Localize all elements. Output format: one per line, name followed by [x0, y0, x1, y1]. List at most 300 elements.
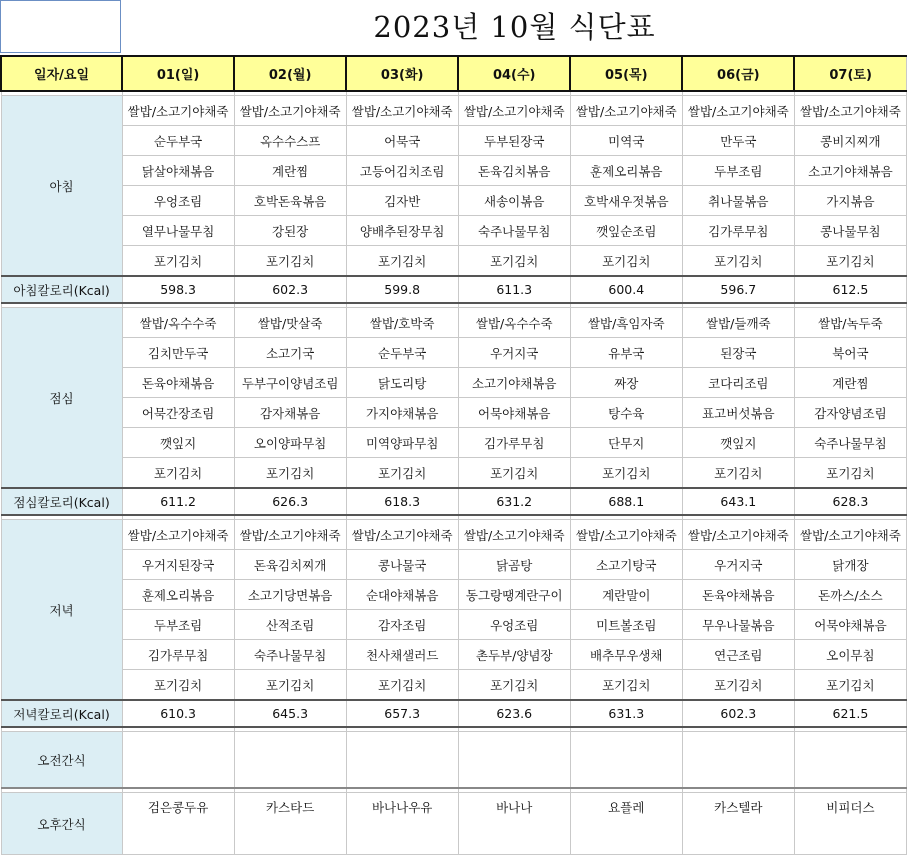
- lunch-menu-cell[interactable]: [570, 338, 682, 368]
- dinner-menu-row: [1, 610, 907, 640]
- dinner-menu-cell[interactable]: [346, 580, 458, 610]
- menu-item-text: 쌀밥/소고기야채죽: [127, 103, 229, 119]
- lunch-menu-cell[interactable]: [570, 398, 682, 428]
- breakfast-menu-cell[interactable]: [234, 156, 346, 186]
- lunch-menu-cell[interactable]: [458, 368, 570, 398]
- dinner-menu-cell[interactable]: [234, 520, 346, 550]
- dinner-menu-cell[interactable]: [122, 550, 234, 580]
- lunch-menu-cell[interactable]: [122, 338, 234, 368]
- breakfast-menu-cell[interactable]: [122, 216, 234, 246]
- menu-item-text: 쌀밥/소고기야채죽: [575, 527, 677, 543]
- breakfast-menu-cell[interactable]: [458, 186, 570, 216]
- dinner-menu-cell[interactable]: [458, 550, 570, 580]
- breakfast-calorie-row: [1, 276, 907, 303]
- menu-item-text: 탕수육: [608, 405, 645, 421]
- lunch-menu-cell[interactable]: [346, 428, 458, 458]
- breakfast-menu-cell[interactable]: [122, 156, 234, 186]
- lunch-menu-cell[interactable]: [458, 428, 570, 458]
- breakfast-menu-cell[interactable]: [682, 96, 794, 126]
- day-header[interactable]: 03(화): [346, 56, 458, 91]
- menu-item-text: 짜장: [614, 375, 639, 391]
- lunch-menu-row: [1, 308, 907, 338]
- date-day-header: 일자/요일: [1, 56, 122, 91]
- menu-item-text: 돈육야채볶음: [141, 375, 215, 391]
- breakfast-menu-cell[interactable]: [794, 246, 906, 277]
- menu-item-text: 쌀밥/소고기야채죽: [687, 527, 789, 543]
- menu-item-text: 숙주나물무침: [814, 435, 887, 451]
- lunch-menu-cell[interactable]: [234, 338, 346, 368]
- breakfast-menu-cell[interactable]: [570, 246, 682, 277]
- menu-item-text: 쌀밥/소고기야채죽: [351, 103, 453, 119]
- lunch-menu-cell[interactable]: [682, 308, 794, 338]
- menu-item-text: 쌀밥/들깨죽: [706, 315, 771, 331]
- breakfast-menu-cell[interactable]: [570, 186, 682, 216]
- dinner-menu-cell[interactable]: [234, 610, 346, 640]
- breakfast-menu-cell[interactable]: [234, 96, 346, 126]
- dinner-calorie-label[interactable]: 저녁칼로리(Kcal): [1, 700, 122, 727]
- menu-item-text: 훈제오리볶음: [141, 587, 215, 603]
- menu-item-text: 깻잎순조림: [596, 223, 657, 239]
- menu-item-text: 표고버섯볶음: [702, 405, 775, 421]
- menu-item-text: 순두부국: [153, 133, 203, 149]
- menu-item-text: 쌀밥/소고기야채죽: [687, 103, 789, 119]
- menu-item-text: 포기김치: [265, 253, 315, 269]
- menu-item-text: 쌀밥/호박죽: [369, 315, 435, 331]
- breakfast-menu-cell[interactable]: [794, 96, 906, 126]
- lunch-calorie-value[interactable]: 618.3: [346, 488, 458, 515]
- menu-item-text: 김가루무침: [484, 435, 545, 451]
- am-snack-cell[interactable]: [122, 732, 234, 789]
- breakfast-menu-cell[interactable]: [794, 186, 906, 216]
- menu-item-text: 쌀밥/소고기야채죽: [239, 103, 341, 119]
- menu-item-text: 포기김치: [265, 677, 315, 693]
- am-snack-cell[interactable]: [234, 732, 346, 789]
- menu-item-text: 포기김치: [378, 253, 427, 269]
- menu-item-text: 강된장: [272, 223, 309, 239]
- pm-snack-cell[interactable]: 바나나: [458, 793, 570, 855]
- breakfast-menu-cell[interactable]: [682, 126, 794, 156]
- menu-item-text: 김자반: [384, 193, 421, 209]
- lunch-calorie-value[interactable]: 628.3: [794, 488, 906, 515]
- menu-item-text: 계란찜: [272, 163, 309, 179]
- breakfast-menu-cell[interactable]: [122, 186, 234, 216]
- breakfast-menu-cell[interactable]: [794, 156, 906, 186]
- breakfast-menu-cell[interactable]: [346, 186, 458, 216]
- dinner-menu-row: [1, 520, 907, 550]
- dinner-menu-cell[interactable]: [570, 580, 682, 610]
- dinner-menu-cell[interactable]: [458, 610, 570, 640]
- lunch-menu-cell[interactable]: [234, 368, 346, 398]
- lunch-menu-cell[interactable]: [570, 368, 682, 398]
- menu-item-text: 호박돈육볶음: [253, 193, 327, 209]
- breakfast-menu-cell[interactable]: [458, 126, 570, 156]
- menu-item-text: 포기김치: [602, 253, 651, 269]
- lunch-menu-cell[interactable]: [234, 458, 346, 489]
- breakfast-menu-row: [1, 126, 907, 156]
- breakfast-calorie-label[interactable]: 아침칼로리(Kcal): [1, 276, 122, 303]
- dinner-menu-cell[interactable]: [458, 670, 570, 701]
- day-header[interactable]: 04(수): [458, 56, 570, 91]
- lunch-menu-cell[interactable]: [794, 308, 906, 338]
- menu-item-text: 우거지국: [714, 557, 763, 573]
- breakfast-menu-cell[interactable]: [570, 126, 682, 156]
- menu-item-text: 쌀밥/옥수수죽: [139, 315, 217, 331]
- menu-item-text: 포기김치: [490, 253, 539, 269]
- dinner-menu-cell[interactable]: [682, 670, 794, 701]
- lunch-menu-cell[interactable]: [122, 308, 234, 338]
- breakfast-menu-cell[interactable]: [570, 156, 682, 186]
- menu-item-text: 포기김치: [602, 465, 651, 481]
- breakfast-calorie-value[interactable]: 600.4: [570, 276, 682, 303]
- lunch-menu-cell[interactable]: [346, 458, 458, 489]
- dinner-menu-cell[interactable]: [570, 670, 682, 701]
- menu-item-text: 돈까스/소스: [818, 587, 883, 603]
- menu-item-text: 무우나물볶음: [702, 617, 775, 633]
- menu-item-text: 쌀밥/녹두죽: [818, 315, 883, 331]
- breakfast-menu-cell[interactable]: [682, 186, 794, 216]
- lunch-menu-cell[interactable]: [458, 308, 570, 338]
- breakfast-menu-cell[interactable]: [346, 246, 458, 277]
- lunch-menu-cell[interactable]: [122, 368, 234, 398]
- dinner-menu-cell[interactable]: [794, 550, 906, 580]
- lunch-menu-cell[interactable]: [794, 458, 906, 489]
- lunch-menu-cell[interactable]: [234, 428, 346, 458]
- menu-item-text: 두부조림: [714, 163, 763, 179]
- menu-item-text: 쌀밥/소고기야채죽: [239, 527, 341, 543]
- menu-item-text: 유부국: [608, 345, 645, 361]
- breakfast-menu-cell[interactable]: [458, 246, 570, 277]
- pm-snack-cell[interactable]: 카스타드: [234, 793, 346, 855]
- lunch-calorie-value[interactable]: 631.2: [458, 488, 570, 515]
- menu-item-text: 쌀밥/흑임자죽: [587, 315, 665, 331]
- menu-item-text: 만두국: [720, 133, 757, 149]
- day-header[interactable]: 06(금): [682, 56, 794, 91]
- dinner-menu-cell[interactable]: [234, 550, 346, 580]
- am-snack-cell[interactable]: [682, 732, 794, 789]
- lunch-menu-cell[interactable]: [234, 398, 346, 428]
- lunch-calorie-row: [1, 488, 907, 515]
- breakfast-menu-cell[interactable]: [122, 96, 234, 126]
- breakfast-menu-cell[interactable]: [458, 156, 570, 186]
- menu-item-text: 어묵간장조림: [141, 405, 215, 421]
- dinner-label[interactable]: 저녁: [1, 520, 122, 701]
- dinner-menu-cell[interactable]: [682, 550, 794, 580]
- lunch-menu-cell[interactable]: [346, 368, 458, 398]
- breakfast-menu-cell[interactable]: [458, 216, 570, 246]
- pm-snack-row: [1, 793, 907, 855]
- menu-item-text: 포기김치: [826, 677, 875, 693]
- breakfast-menu-cell[interactable]: [122, 126, 234, 156]
- menu-item-text: 포기김치: [378, 677, 427, 693]
- lunch-menu-cell[interactable]: [234, 308, 346, 338]
- menu-item-text: 포기김치: [153, 677, 203, 693]
- menu-item-text: 포기김치: [265, 465, 315, 481]
- breakfast-menu-cell[interactable]: [234, 216, 346, 246]
- menu-item-text: 포기김치: [153, 253, 203, 269]
- menu-item-text: 두부조림: [153, 617, 203, 633]
- lunch-menu-cell[interactable]: [570, 308, 682, 338]
- am-snack-cell[interactable]: [794, 732, 906, 789]
- dinner-menu-cell[interactable]: [234, 580, 346, 610]
- breakfast-menu-cell[interactable]: [458, 96, 570, 126]
- dinner-calorie-value[interactable]: 602.3: [682, 700, 794, 727]
- dinner-menu-cell[interactable]: [570, 520, 682, 550]
- menu-table: [0, 55, 907, 855]
- lunch-calorie-value[interactable]: 688.1: [570, 488, 682, 515]
- day-header[interactable]: 07(토): [794, 56, 906, 91]
- dinner-calorie-value[interactable]: 623.6: [458, 700, 570, 727]
- lunch-calorie-label[interactable]: 점심칼로리(Kcal): [1, 488, 122, 515]
- menu-item-text: 두부구이양념조림: [241, 375, 339, 391]
- menu-item-text: 포기김치: [714, 253, 763, 269]
- dinner-menu-cell[interactable]: [122, 670, 234, 701]
- day-header[interactable]: 02(월): [234, 56, 346, 91]
- menu-item-text: 동그랑땡계란구이: [465, 587, 563, 603]
- lunch-menu-row: [1, 338, 907, 368]
- pm-snack-cell[interactable]: 검은콩두유: [122, 793, 234, 855]
- menu-item-text: 김치만두국: [147, 345, 209, 361]
- dinner-menu-cell[interactable]: [794, 580, 906, 610]
- dinner-menu-cell[interactable]: [346, 520, 458, 550]
- lunch-menu-cell[interactable]: [794, 428, 906, 458]
- menu-item-text: 가지볶음: [826, 193, 875, 209]
- breakfast-calorie-value[interactable]: 599.8: [346, 276, 458, 303]
- breakfast-menu-cell[interactable]: [346, 216, 458, 246]
- lunch-menu-cell[interactable]: [458, 338, 570, 368]
- menu-item-text: 쌀밥/소고기야채죽: [800, 527, 901, 543]
- dinner-menu-cell[interactable]: [122, 580, 234, 610]
- lunch-calorie-value[interactable]: 643.1: [682, 488, 794, 515]
- menu-item-text: 콩비지찌개: [820, 133, 881, 149]
- dinner-menu-cell[interactable]: [234, 670, 346, 701]
- menu-item-text: 포기김치: [826, 253, 875, 269]
- menu-item-text: 어묵야채볶음: [478, 405, 551, 421]
- dinner-menu-cell[interactable]: [794, 520, 906, 550]
- dinner-menu-cell[interactable]: [122, 520, 234, 550]
- menu-item-text: 오이양파무침: [253, 435, 327, 451]
- lunch-menu-cell[interactable]: [122, 398, 234, 428]
- dinner-menu-cell[interactable]: [682, 610, 794, 640]
- dinner-calorie-value[interactable]: 657.3: [346, 700, 458, 727]
- lunch-menu-cell[interactable]: [122, 428, 234, 458]
- lunch-menu-cell[interactable]: [682, 428, 794, 458]
- lunch-menu-cell[interactable]: [794, 338, 906, 368]
- dinner-menu-cell[interactable]: [346, 610, 458, 640]
- breakfast-menu-row: [1, 246, 907, 277]
- header-row: [1, 56, 907, 91]
- menu-item-text: 계란말이: [602, 587, 651, 603]
- dinner-menu-cell[interactable]: [458, 580, 570, 610]
- lunch-menu-row: [1, 458, 907, 489]
- breakfast-menu-cell[interactable]: [794, 126, 906, 156]
- day-header[interactable]: 01(일): [122, 56, 234, 91]
- lunch-menu-cell[interactable]: [570, 458, 682, 489]
- menu-item-text: 오이무침: [826, 647, 875, 663]
- dinner-menu-cell[interactable]: [122, 640, 234, 670]
- am-snack-cell[interactable]: [346, 732, 458, 789]
- dinner-menu-cell[interactable]: [794, 640, 906, 670]
- lunch-calorie-value[interactable]: 626.3: [234, 488, 346, 515]
- breakfast-menu-cell[interactable]: [234, 126, 346, 156]
- menu-item-text: 김가루무침: [708, 223, 769, 239]
- menu-item-text: 쌀밥/소고기야채죽: [351, 527, 453, 543]
- dinner-menu-cell[interactable]: [570, 640, 682, 670]
- lunch-calorie-value[interactable]: 611.2: [122, 488, 234, 515]
- dinner-menu-cell[interactable]: [570, 610, 682, 640]
- dinner-menu-cell[interactable]: [346, 670, 458, 701]
- menu-item-text: 돈육김치볶음: [478, 163, 551, 179]
- menu-item-text: 계란찜: [832, 375, 869, 391]
- menu-item-text: 열무나물무침: [141, 223, 215, 239]
- breakfast-calorie-value[interactable]: 612.5: [794, 276, 906, 303]
- menu-item-text: 소고기야채볶음: [471, 375, 557, 391]
- dinner-menu-row: [1, 550, 907, 580]
- menu-table-body: [1, 56, 907, 855]
- dinner-menu-cell[interactable]: [794, 610, 906, 640]
- pm-snack-cell[interactable]: 요플레: [570, 793, 682, 855]
- menu-item-text: 쌀밥/소고기야채죽: [127, 527, 229, 543]
- dinner-menu-cell[interactable]: [794, 670, 906, 701]
- menu-item-text: 깻잎지: [159, 435, 197, 451]
- menu-item-text: 쌀밥/소고기야채죽: [575, 103, 677, 119]
- pm-snack-cell[interactable]: 바나나우유: [346, 793, 458, 855]
- dinner-menu-cell[interactable]: [234, 640, 346, 670]
- breakfast-menu-cell[interactable]: [682, 156, 794, 186]
- menu-item-text: 두부된장국: [484, 133, 545, 149]
- am-snack-label[interactable]: 오전간식: [1, 732, 122, 789]
- lunch-menu-cell[interactable]: [346, 308, 458, 338]
- menu-item-text: 쌀밥/소고기야채죽: [463, 103, 565, 119]
- breakfast-calorie-value[interactable]: 596.7: [682, 276, 794, 303]
- dinner-menu-cell[interactable]: [458, 640, 570, 670]
- lunch-menu-cell[interactable]: [794, 368, 906, 398]
- menu-item-text: 닭곰탕: [496, 557, 533, 573]
- menu-item-text: 포기김치: [826, 465, 875, 481]
- pm-snack-cell[interactable]: 카스텔라: [682, 793, 794, 855]
- menu-item-text: 감자양념조림: [814, 405, 887, 421]
- breakfast-calorie-value[interactable]: 598.3: [122, 276, 234, 303]
- breakfast-calorie-value[interactable]: 602.3: [234, 276, 346, 303]
- menu-item-text: 배추무우생채: [590, 647, 663, 663]
- dinner-calorie-value[interactable]: 645.3: [234, 700, 346, 727]
- breakfast-menu-cell[interactable]: [346, 156, 458, 186]
- breakfast-menu-cell[interactable]: [122, 246, 234, 277]
- lunch-menu-cell[interactable]: [122, 458, 234, 489]
- menu-item-text: 쌀밥/옥수수죽: [475, 315, 553, 331]
- menu-item-text: 쌀밥/소고기야채죽: [800, 103, 901, 119]
- dinner-menu-cell[interactable]: [682, 580, 794, 610]
- breakfast-menu-row: [1, 96, 907, 126]
- lunch-menu-cell[interactable]: [570, 428, 682, 458]
- menu-item-text: 새송이볶음: [484, 193, 545, 209]
- breakfast-menu-cell[interactable]: [570, 96, 682, 126]
- menu-item-text: 콩나물국: [378, 557, 427, 573]
- lunch-label[interactable]: 점심: [1, 308, 122, 489]
- dinner-menu-cell[interactable]: [346, 550, 458, 580]
- menu-item-text: 훈제오리볶음: [590, 163, 663, 179]
- dinner-menu-cell[interactable]: [346, 640, 458, 670]
- menu-item-text: 촌두부/양념장: [475, 647, 553, 663]
- menu-item-text: 미역국: [608, 133, 645, 149]
- am-snack-cell[interactable]: [570, 732, 682, 789]
- lunch-menu-cell[interactable]: [682, 368, 794, 398]
- lunch-menu-cell[interactable]: [346, 338, 458, 368]
- menu-item-text: 포기김치: [153, 465, 203, 481]
- menu-item-text: 포기김치: [602, 677, 651, 693]
- breakfast-label[interactable]: 아침: [1, 96, 122, 277]
- dinner-menu-cell[interactable]: [122, 610, 234, 640]
- lunch-menu-cell[interactable]: [458, 398, 570, 428]
- menu-item-text: 산적조림: [265, 617, 315, 633]
- am-snack-cell[interactable]: [458, 732, 570, 789]
- lunch-menu-cell[interactable]: [794, 398, 906, 428]
- menu-item-text: 포기김치: [378, 465, 427, 481]
- menu-item-text: 김가루무침: [147, 647, 209, 663]
- dinner-calorie-row: [1, 700, 907, 727]
- menu-item-text: 깻잎지: [720, 435, 757, 451]
- menu-item-text: 콩나물무침: [820, 223, 881, 239]
- lunch-menu-row: [1, 428, 907, 458]
- menu-item-text: 미트볼조림: [596, 617, 657, 633]
- breakfast-menu-cell[interactable]: [234, 246, 346, 277]
- lunch-menu-cell[interactable]: [346, 398, 458, 428]
- breakfast-calorie-value[interactable]: 611.3: [458, 276, 570, 303]
- day-header[interactable]: 05(목): [570, 56, 682, 91]
- breakfast-menu-cell[interactable]: [234, 186, 346, 216]
- lunch-menu-cell[interactable]: [682, 458, 794, 489]
- menu-item-text: 우엉조림: [490, 617, 539, 633]
- menu-item-text: 천사채샐러드: [365, 647, 439, 663]
- menu-item-text: 된장국: [720, 345, 757, 361]
- dinner-menu-row: [1, 640, 907, 670]
- pm-snack-label[interactable]: 오후간식: [1, 793, 122, 855]
- breakfast-menu-row: [1, 186, 907, 216]
- dinner-menu-row: [1, 670, 907, 701]
- menu-item-text: 미역양파무침: [365, 435, 439, 451]
- breakfast-menu-row: [1, 216, 907, 246]
- breakfast-menu-cell[interactable]: [570, 216, 682, 246]
- dinner-menu-cell[interactable]: [682, 640, 794, 670]
- dinner-menu-cell[interactable]: [458, 520, 570, 550]
- menu-item-text: 우거지국: [490, 345, 539, 361]
- menu-item-text: 닭살야채볶음: [141, 163, 215, 179]
- menu-item-text: 어묵야채볶음: [814, 617, 887, 633]
- menu-item-text: 옥수수스프: [259, 133, 321, 149]
- breakfast-menu-cell[interactable]: [346, 126, 458, 156]
- dinner-calorie-value[interactable]: 610.3: [122, 700, 234, 727]
- dinner-menu-cell[interactable]: [570, 550, 682, 580]
- dinner-calorie-value[interactable]: 621.5: [794, 700, 906, 727]
- lunch-menu-cell[interactable]: [682, 338, 794, 368]
- breakfast-menu-cell[interactable]: [794, 216, 906, 246]
- menu-item-text: 쌀밥/소고기야채죽: [463, 527, 565, 543]
- menu-item-text: 우엉조림: [153, 193, 203, 209]
- lunch-menu-cell[interactable]: [682, 398, 794, 428]
- menu-item-text: 포기김치: [714, 677, 763, 693]
- lunch-menu-cell[interactable]: [458, 458, 570, 489]
- menu-item-text: 닭개장: [832, 557, 869, 573]
- menu-item-text: 닭도리탕: [378, 375, 427, 391]
- menu-item-text: 호박새우젓볶음: [584, 193, 669, 209]
- pm-snack-cell[interactable]: 비피더스: [794, 793, 906, 855]
- breakfast-menu-cell[interactable]: [346, 96, 458, 126]
- name-box[interactable]: [0, 0, 121, 53]
- breakfast-menu-cell[interactable]: [682, 216, 794, 246]
- dinner-menu-cell[interactable]: [682, 520, 794, 550]
- dinner-calorie-value[interactable]: 631.3: [570, 700, 682, 727]
- page-title: 2023년 10월 식단표: [373, 10, 656, 44]
- breakfast-menu-cell[interactable]: [682, 246, 794, 277]
